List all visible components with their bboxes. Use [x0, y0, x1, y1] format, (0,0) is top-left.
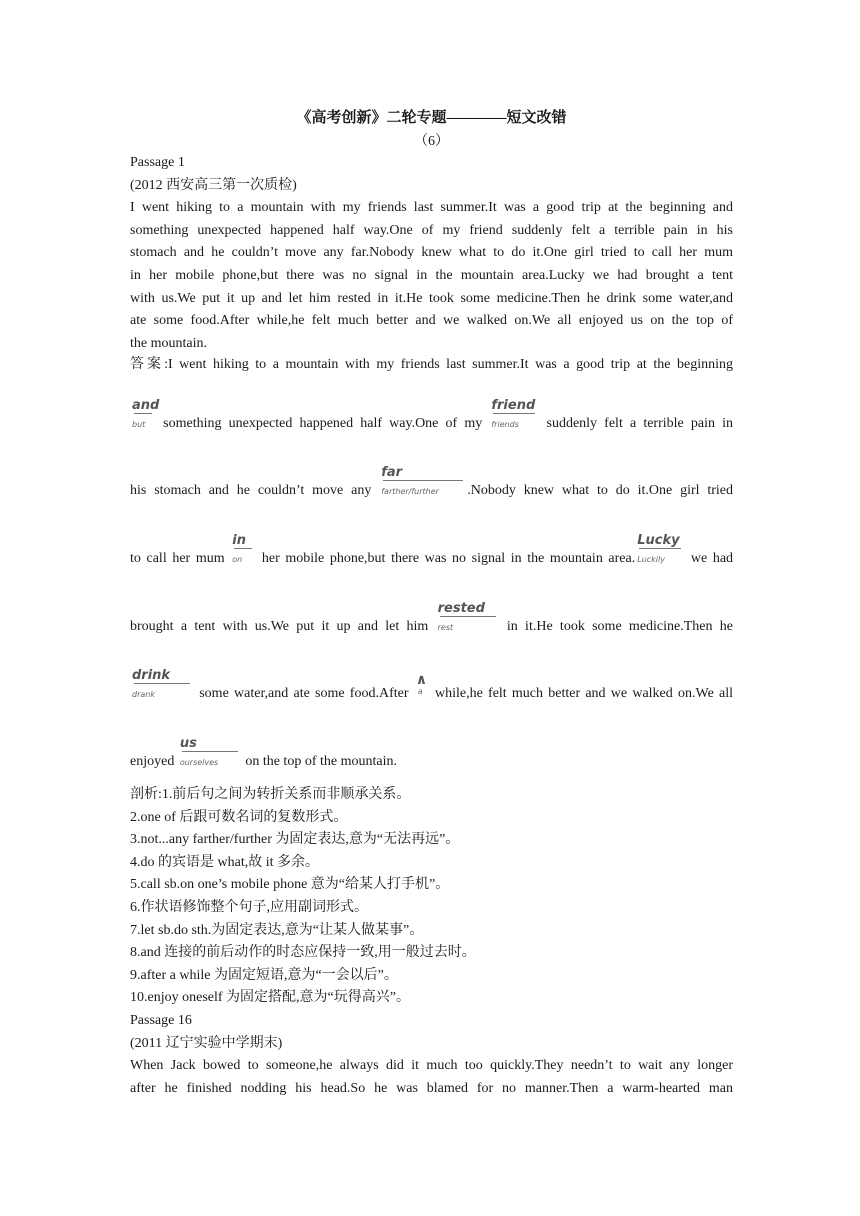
passage-text-line: ate some food.After while,he felt much better and we walked on.We all enjoyed us on the top of [130, 313, 733, 329]
answer-line: his stomach and he couldn’t move any far farther/further .Nobody knew what to do it.One girl tried [130, 481, 733, 501]
correction-mark: in on [232, 549, 254, 569]
analysis-item: 7.let sb.do sth.为固定表达,意为“让某人做某事”。 [130, 922, 424, 938]
passage-source: (2011 辽宁实验中学期末) [130, 1035, 283, 1051]
passage-text-line: stomach and he couldn’t move any far.Nobody knew what to do it.One girl tried to call her mum [130, 245, 733, 261]
page-subtitle: （6） [414, 134, 449, 149]
page-title: 《高考创新》二轮专题————短文改错 [296, 110, 567, 126]
passage-text-line: the mountain. [130, 335, 207, 351]
passage-text-line: I went hiking to a mountain with my friends last summer.It was a good trip at the beginning and [130, 200, 733, 216]
correction-mark: Lucky Luckily [637, 533, 680, 564]
correction-mark: rested rest [438, 617, 498, 637]
correction-mark: and but [132, 398, 160, 429]
correction-mark: far farther/further [381, 481, 465, 501]
analysis-item: 3.not...any farther/further 为固定表达,意为“无法再远”。 [130, 832, 460, 848]
answer-line: drink drank some water,and ate some food.After ∧ a while,he felt much better and we walked on.We all [130, 684, 733, 704]
analysis-item: 剖析:1.前后句之间为转折关系而非顺承关系。 [130, 787, 411, 802]
passage-label: Passage 16 [130, 1013, 192, 1028]
passage-label: Passage 1 [130, 155, 185, 170]
answer-line: brought a tent with us.We put it up and let him rested rest in it.He took some medicine.Then he [130, 617, 733, 637]
passage-text-line: something unexpected happened half way.One of my friend suddenly felt a terrible pain in his [130, 222, 733, 238]
passage-1 [130, 152, 733, 355]
analysis-item: 8.and 连接的前后动作的时态应保持一致,用一般过去时。 [130, 945, 476, 961]
analysis-list [130, 784, 733, 1010]
passage-source: (2012 西安高三第一次质检) [130, 177, 297, 193]
correction-mark: friend friends [491, 398, 536, 429]
answer-line: and but something unexpected happened half way.One of my friend friends suddenly felt a terrible pain in [130, 414, 733, 434]
passage-text-line: in her mobile phone,but there was no signal in the mountain area.Lucky we had brought a tent [130, 267, 733, 283]
analysis-item: 10.enjoy oneself 为固定搭配,意为“玩得高兴”。 [130, 990, 410, 1006]
passage-text-line: When Jack bowed to someone,he always did it much too quickly.They needn’t to wait any longer [130, 1058, 733, 1074]
passage-text-line: after he finished nodding his head.So he was blamed for no manner.Then a warm-hearted man [130, 1080, 733, 1096]
analysis-item: 2.one of 后跟可数名词的复数形式。 [130, 809, 348, 825]
answer-line: enjoyed us ourselves on the top of the mountain. [130, 752, 733, 772]
analysis-item: 9.after a while 为固定短语,意为“一会以后”。 [130, 967, 398, 983]
passage-16 [130, 1010, 733, 1100]
analysis-item: 4.do 的宾语是 what,故 it 多余。 [130, 854, 319, 870]
insertion-mark: ∧ a [415, 672, 428, 696]
analysis-item: 6.作状语修饰整个句子,应用副词形式。 [130, 899, 368, 915]
passage-text-line: with us.We put it up and let him rested in it.He took some medicine.Then he drink some water,and [130, 290, 733, 306]
answer-line: 答案:I went hiking to a mountain with my friends last summer.It was a good trip at the beginning [130, 357, 733, 372]
correction-mark: drink drank [132, 684, 192, 704]
analysis-item: 5.call sb.on one’s mobile phone 意为“给某人打手机”。 [130, 877, 450, 893]
answer-line: to call her mum in on her mobile phone,but there was no signal in the mountain area. Lucky Luckily we had [130, 549, 733, 569]
correction-mark: us ourselves [180, 752, 240, 772]
